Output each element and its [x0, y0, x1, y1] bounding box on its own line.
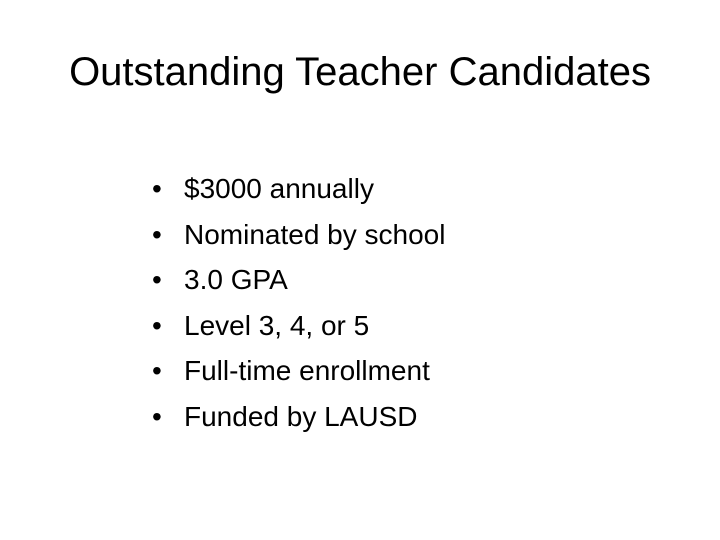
- bullet-list: [152, 166, 445, 439]
- bullet-item: [152, 212, 445, 258]
- bullet-text: Nominated by school: [184, 218, 446, 250]
- bullet-text: Funded by LAUSD: [184, 400, 418, 432]
- bullet-text: Level 3, 4, or 5: [184, 309, 370, 341]
- bullet-text: $3000 annually: [184, 173, 374, 204]
- bullet-marker: •: [152, 355, 162, 386]
- bullet-item: [152, 348, 445, 394]
- bullet-text: Full-time enrollment: [184, 355, 430, 386]
- bullet-item: [152, 166, 445, 212]
- bullet-marker: •: [152, 400, 162, 432]
- bullet-text: 3.0 GPA: [184, 264, 288, 295]
- bullet-marker: •: [152, 173, 162, 204]
- bullet-item: [152, 303, 445, 349]
- bullet-item: [152, 257, 445, 303]
- bullet-marker: •: [152, 264, 162, 295]
- bullet-item: [152, 394, 445, 440]
- slide-title: Outstanding Teacher Candidates: [69, 50, 651, 94]
- bullet-marker: •: [152, 218, 162, 250]
- bullet-marker: •: [152, 309, 162, 341]
